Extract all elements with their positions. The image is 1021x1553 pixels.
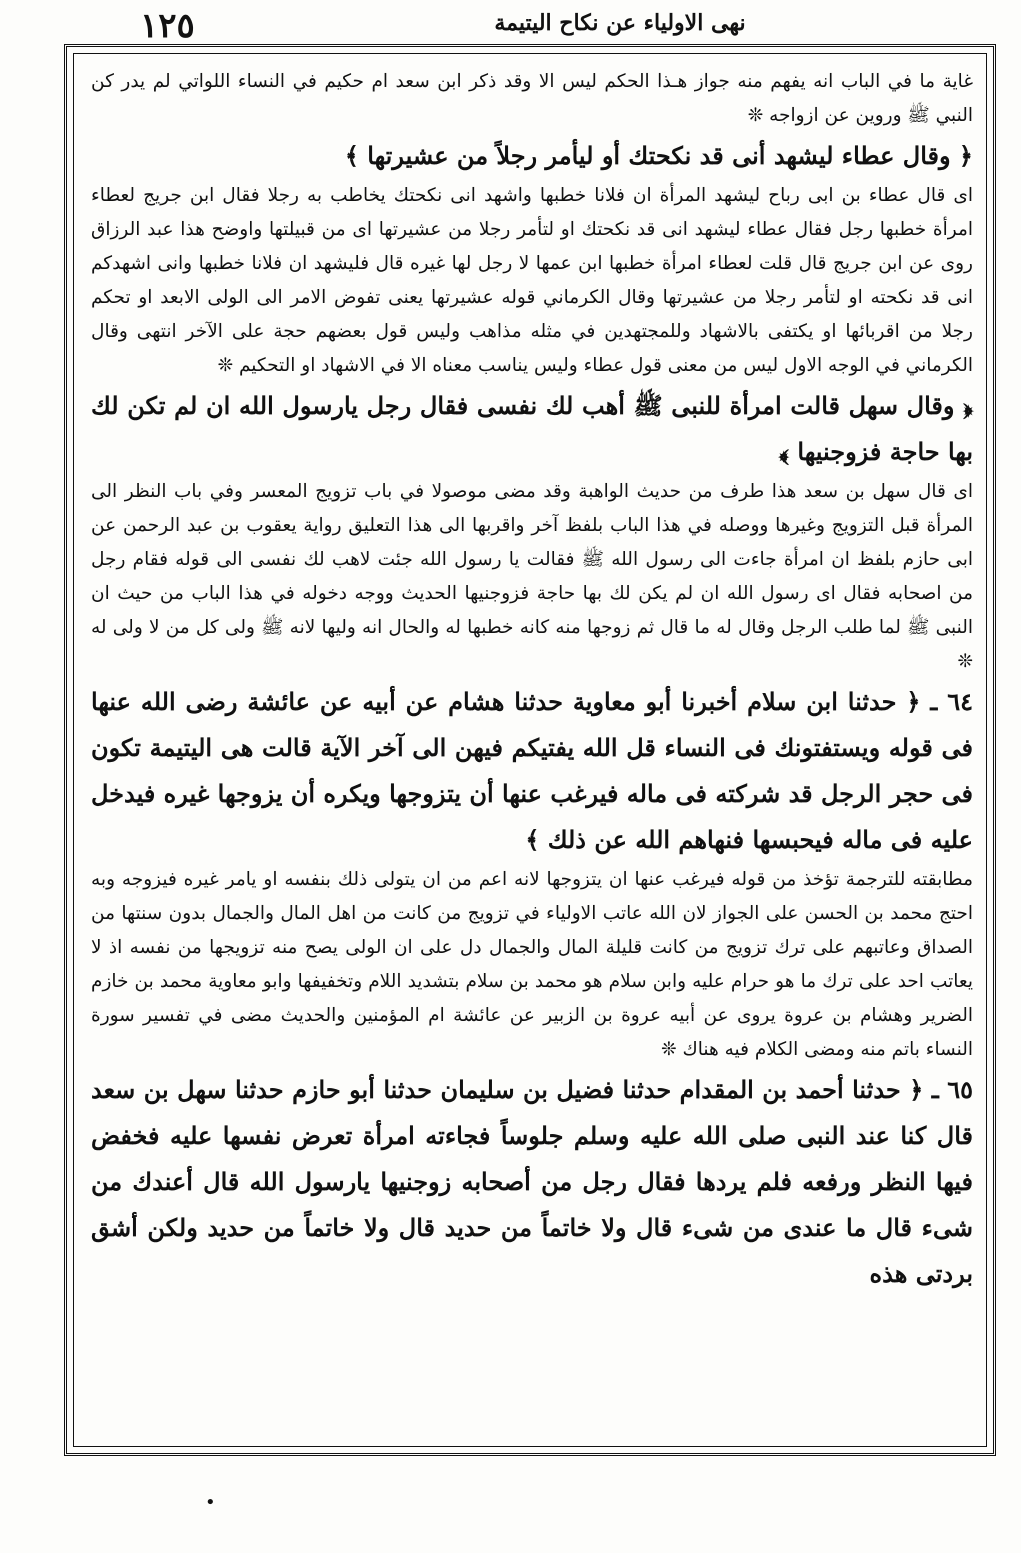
- commentary-paragraph: اى قال سهل بن سعد هذا طرف من حديث الواهبة وقد مضى موصولا في باب تزويج المعسر وفي باب النظر الى المرأة قبل التزويج وغيرها ووصله في هذا الباب بلفظ آخر واقربها الى هذا التعليق رواية يعقوب بن عبد الرحمن عن ابى حازم بلفظ ان امرأة جاءت الى رسول الله ﷺ فقالت يا رسول الله جئت لاهب لك نفسى الى قوله فقام رجل من اصحابه فقال اى رسول الله ان لم يكن لك بها حاجة فزوجنيها الحديث ووجه دخوله في هذا الباب من حيث ان النبى ﷺ لما طلب الرجل وقال له ما قال ثم زوجها منه كانه خطبها له والحال انه وليها لانه ﷺ ولى كل من لا ولى له ❊: [91, 481, 973, 672]
- commentary-paragraph: اى قال عطاء بن ابى رباح ليشهد المرأة ان فلانا خطبها واشهد انى نكحتك يخاطب به رجلا فقال ابن جريج لعطاء امرأة خطبها رجل فقال عطاء ليشهد انى قد نكحتك او لتأمر رجلا من عشيرتها اى من قبيلتها واوضح هذا عبد الرزاق روى عن ابن جريج قال قلت لعطاء امرأة خطبها ابن عمها لا رجل لها غيره قال فليشهد ان فلانا خطبها وانى اشهدكم انى قد نكحته او لتأمر رجلا من عشيرتها وقال الكرماني قوله عشيرتها يعنى تفوض الامر الى الولى الابعد او تحكم رجلا من اقربائها او يكتفى بالاشهاد وللمجتهدين في مثله مذاهب وليس قول بعضهم حجة على الآخر انتهى وقال الكرماني في الوجه الاول ليس من معنى قول عطاء وليس يناسب معناه الا في الاشهاد او التحكيم ❊: [91, 185, 973, 376]
- hadith-text: ٦٤ ـ ﴿ حدثنا ابن سلام أخبرنا أبو معاوية حدثنا هشام عن أبيه عن عائشة رضى الله عنها فى قوله ويستفتونك فى النساء قل الله يفتيكم فيهن الى آخر الآية قالت هى اليتيمة تكون فى حجر الرجل قد شركته فى ماله فيرغب عنها أن يتزوجها ويكره أن يزوجها غيره فيدخل عليه فى ماله فيحبسها فنهاهم الله عن ذلك ﴾: [91, 687, 973, 854]
- page-body: [91, 65, 973, 1443]
- text-frame: [64, 44, 996, 1456]
- page-header: [60, 2, 990, 46]
- hadith-heading: ﴿ وقال سهل قالت امرأة للنبى ﷺ أهب لك نفسى فقال رجل يارسول الله ان لم تكن لك بها حاجة فزوجنيها ﴾: [91, 391, 974, 466]
- running-title: نهى الاولياء عن نكاح اليتيمة: [494, 10, 746, 36]
- commentary-paragraph: مطابقته للترجمة تؤخذ من قوله فيرغب عنها ان يتزوجها لانه اعم من ان يتولى ذلك بنفسه او يامر غيره فيزوجه وبه احتج محمد بن الحسن على الجواز لان الله عاتب الاولياء في تزويج من كانت من اهل المال والجمال بدون سنتها من الصداق وعاتبهم على ترك تزويج من كانت قليلة المال والجمال دل على ان الولى يصح منه تزويجها من نفسه اذ لا يعاتب احد على ترك ما هو حرام عليه وابن سلام هو محمد بن سلام بتشديد اللام وتخفيفها وابو معاوية محمد بن خازم الضرير وهشام بن عروة يروى عن أبيه عروة بن الزبير عن عائشة ام المؤمنين والحديث مضى في تفسير سورة النساء باتم منه ومضى الكلام فيه هناك ❊: [91, 869, 973, 1060]
- page-number: ١٢٥: [140, 6, 195, 46]
- hadith-heading: ﴿ وقال عطاء ليشهد أنى قد نكحتك أو ليأمر رجلاً من عشيرتها ﴾: [344, 141, 973, 170]
- hadith-text: ٦٥ ـ ﴿ حدثنا أحمد بن المقدام حدثنا فضيل بن سليمان حدثنا أبو حازم حدثنا سهل بن سعد قال كنا عند النبى صلى الله عليه وسلم جلوساً فجاءته امرأة تعرض نفسها عليه فخفض فيها النظر ورفعه فلم يردها فقال رجل من أصحابه زوجنيها يارسول الله قال أعندك من شىء قال ما عندى من شىء قال ولا خاتماً من حديد قال ولا خاتماً من حديد ولكن أشق بردتى هذه: [91, 1075, 973, 1288]
- commentary-paragraph: غاية ما في الباب انه يفهم منه جواز هـذا الحكم ليس الا وقد ذكر ابن سعد ام حكيم في النساء اللواتي لم يدر كن النبي ﷺ وروين عن ازواجه ❊: [91, 71, 973, 126]
- stray-dot-mark: •: [205, 1492, 216, 1513]
